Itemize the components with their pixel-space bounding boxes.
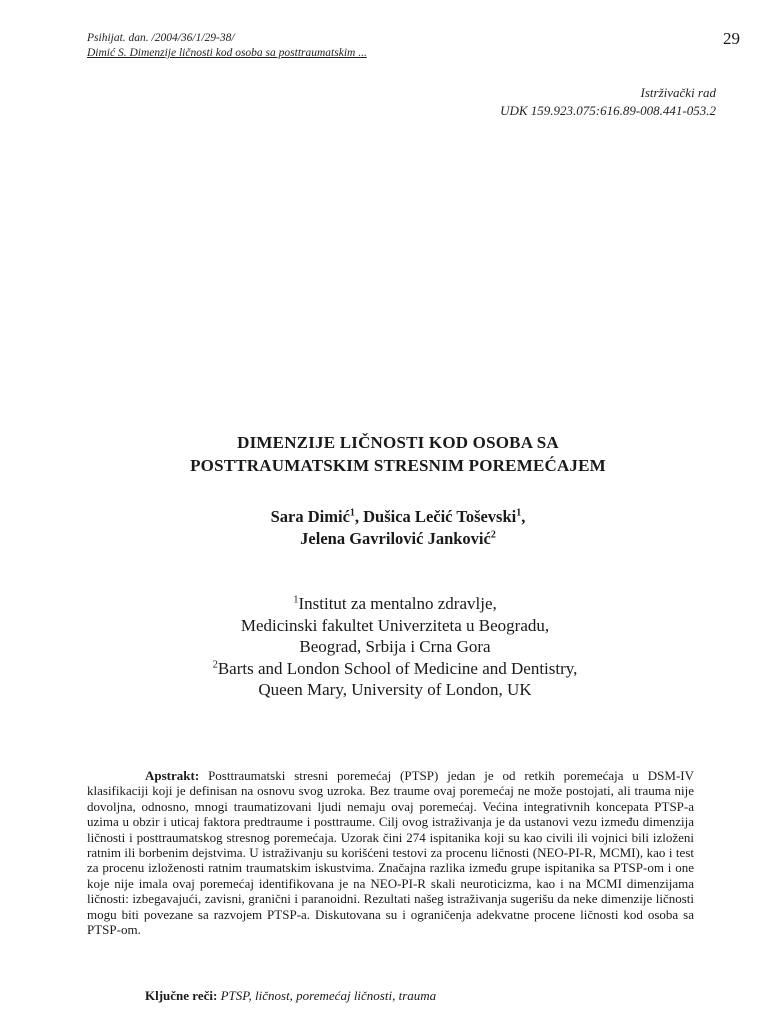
running-header — [87, 31, 567, 61]
author-list — [60, 506, 736, 550]
author-affiliation-sup: 2 — [490, 529, 496, 541]
author-name: Jelena Gavrilović Janković — [300, 529, 491, 548]
affiliation-sup: 1 — [293, 594, 299, 606]
affiliation-2-line-1 — [40, 658, 750, 680]
authors-line-1 — [60, 506, 736, 528]
author-separator: , — [354, 507, 364, 526]
short-title: Dimić S. Dimenzije ličnosti kod osoba sa posttraumatskim ... — [87, 47, 367, 59]
author-name: Dušica Lečić Toševski — [363, 507, 517, 526]
keywords-text: PTSP, ličnost, poremećaj ličnosti, trauma — [220, 988, 437, 1003]
author-affiliation-sup: 1 — [516, 507, 522, 519]
affiliation-text: Institut za mentalno zdravlje, — [298, 594, 497, 613]
affiliation-1-line-2: Medicinski fakultet Univerziteta u Beogradu, — [240, 615, 550, 635]
abstract-label: Apstrakt: — [145, 768, 200, 783]
page-number: 29 — [723, 29, 740, 48]
affiliation-text: Barts and London School of Medicine and Dentistry, — [217, 658, 578, 678]
title-line-2: POSTTRAUMATSKIM STRESNIM POREMEĆAJEM — [190, 456, 606, 475]
authors-line-2 — [60, 528, 736, 550]
article-title — [60, 431, 736, 477]
keywords — [145, 988, 705, 1003]
journal-citation: Psihijat. dan. /2004/36/1/29-38/ — [87, 32, 235, 44]
author-separator: , — [521, 507, 526, 526]
author-affiliation-sup: 1 — [349, 507, 355, 519]
keywords-label: Ključne reči: — [145, 988, 218, 1003]
abstract-paragraph — [87, 768, 694, 937]
author-name: Sara Dimić — [270, 507, 350, 526]
affiliation-1-line-3: Beograd, Srbija i Crna Gora — [299, 637, 491, 656]
article-info — [500, 84, 716, 120]
affiliation-sup: 2 — [212, 658, 218, 670]
affiliations — [40, 593, 750, 701]
affiliation-1-line-1 — [40, 593, 750, 615]
udk-code: UDK 159.923.075:616.89-008.441-053.2 — [500, 103, 716, 118]
abstract — [87, 768, 694, 937]
affiliation-2-line-2: Queen Mary, University of London, UK — [258, 680, 532, 699]
article-type: Istrživački rad — [640, 85, 716, 100]
abstract-text: Posttraumatski stresni poremećaj (PTSP) jedan je od retkih poremećaja u DSM-IV klasifikaciji koji je definisan na osnovu svog uzroka. Bez traume ovaj poremećaj ne može postojati, ali trauma nije dovoljna, odnosno, mnogi traumatizovani ljudi nemaju ovaj poremećaj. Većina integrativnih koncepata PTSP-a uzima u obzir i uticaj faktora predtraume i posttraume. Cilj ovog istraživanja je da ustanovi vezu između dimenzija ličnosti i posttraumatskog stresnog poremećaja. Uzorak čini 274 ispitanika koji su kao civili ili vojnici bili izloženi ratnim ili borbenim dejstvima. U istraživanju su korišćeni testovi za procenu ličnosti (NEO-PI-R, MCMI), kao i test za procenu izloženosti ratnim traumatskim iskustvima. Značajna razlika između grupe ispitanika sa PTSP-om i one koje nije imala ovaj poremećaj identifikovana je na NEO-PI-R skali neuroticizma, kao i na MCMI dimenzijama ličnosti: izbegavajući, zavisni, granični i paranoidni. Rezultati našeg istraživanja sugerišu da neke dimenzije ličnosti mogu biti povezane sa razvojem PTSP-a. Diskutovana su i ograničenja adekvatne procene ličnosti kod osoba sa PTSP-om. — [87, 768, 695, 938]
title-line-1: DIMENZIJE LIČNOSTI KOD OSOBA SA — [237, 433, 559, 452]
